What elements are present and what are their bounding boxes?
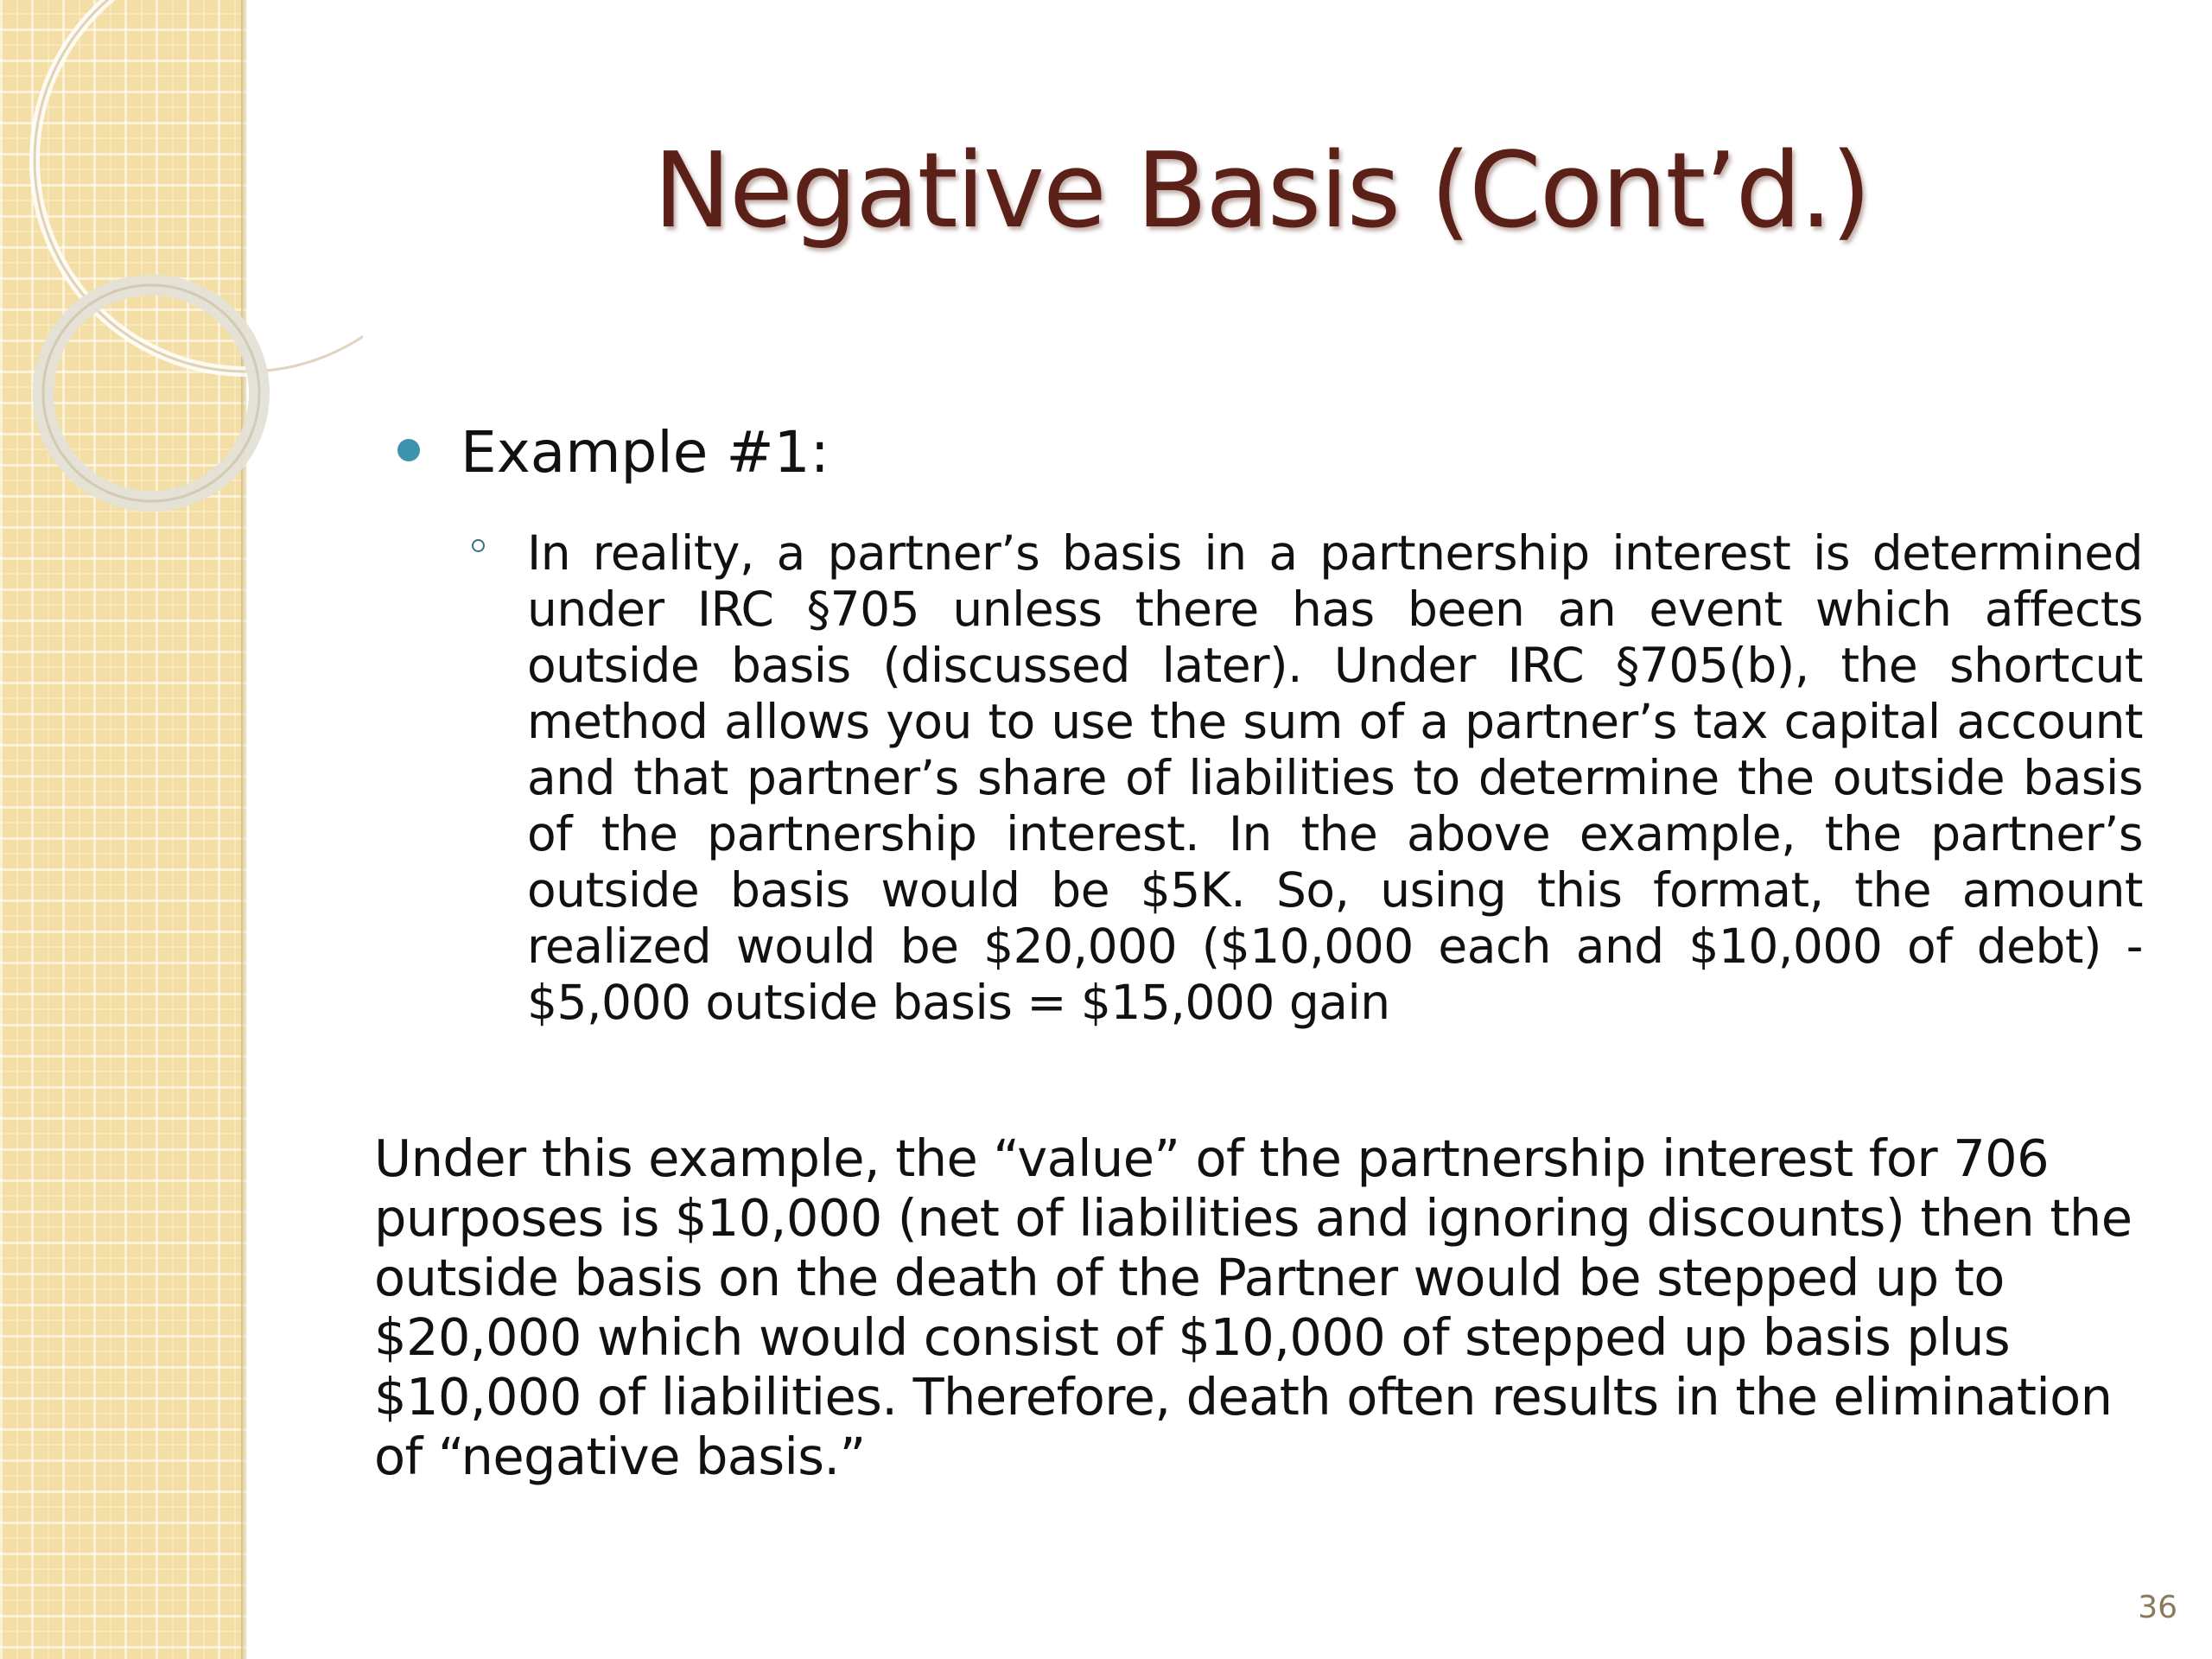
decorative-rings (0, 0, 363, 605)
summary-paragraph: Under this example, the “value” of the partnership interest for 706 purposes is $10,000 (net of liabilities and ignoring discounts) then the outside basis on the death of the Partner would be stepped up to $20,000 which would consist of $10,000 of stepped up basis plus $10,000 of liabilities. Therefore, death often results in the elimination of “negative basis.” (374, 1128, 2133, 1486)
example-body-text: In reality, a partner’s basis in a partnership interest is determined under IRC §705 unless there has been an event which affects outside basis (discussed later). Under IRC §705(b), the shortcut method allows you to use the sum of a partner’s tax capital account and that partner’s share of liabilities to determine the outside basis of the partnership interest. In the above example, the partner’s outside basis would be $5K. So, using this format, the amount realized would be $20,000 ($10,000 each and $10,000 of debt) - $5,000 outside basis = $15,000 gain (527, 525, 2143, 1030)
bullet-dot-icon (397, 439, 420, 461)
page-number: 36 (2138, 1590, 2177, 1625)
sub-bullet-circle-icon (472, 539, 485, 552)
slide-title: Negative Basis (Cont’d.) (653, 131, 1870, 251)
example-label: Example #1: (461, 419, 830, 486)
